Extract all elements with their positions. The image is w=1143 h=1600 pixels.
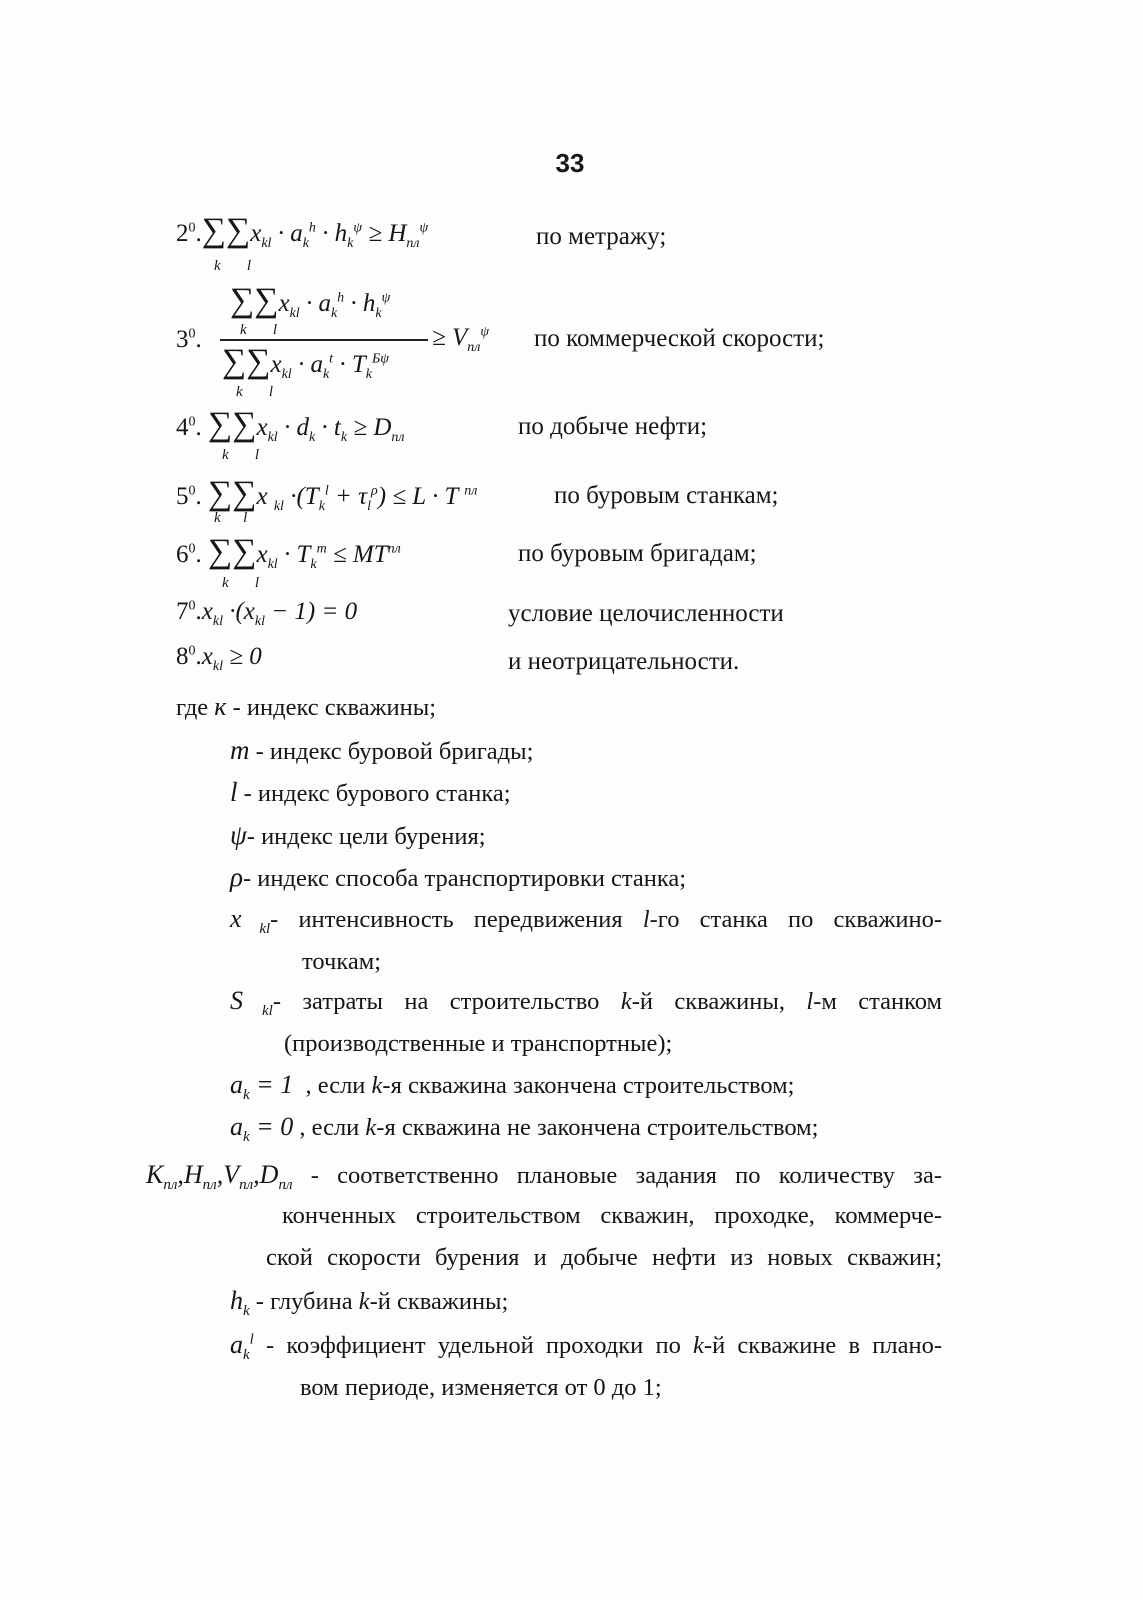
def-s-line2: (производственные и транспортные);: [284, 1030, 673, 1057]
def-plan-line2: конченных строительством скважин, проходке, коммерче-: [282, 1202, 942, 1229]
constraint-label-8: и неотрицательности.: [508, 648, 740, 675]
constraint-label-3: по коммерческой скорости;: [534, 325, 825, 352]
constraint-label-5: по буровым станкам;: [554, 482, 779, 509]
def-l: l - индекс бурового станка;: [230, 777, 511, 807]
def-plan-line1: $K_{пл},H_{пл},V_{пл},D_{пл}$ - соответственно плановые задания по количеству за-: [146, 1160, 942, 1194]
formula-3-fraction-bar: [220, 339, 428, 341]
where-word: где: [176, 694, 209, 721]
def-x-line1: x $_{kl}$- интенсивность передвижения l-го станка по скважино-: [230, 904, 942, 938]
formula-6: $6^0$. $\sum\sum x_{kl} \cdot T_k^m \le MT^{пл}$: [176, 533, 401, 572]
def-al-line1: $a_k^l$ - коэффициент удельной проходки по k-й скважине в плано-: [230, 1330, 943, 1364]
formula-3-numerator: $\sum\sum x_{kl} \cdot a_k^h \cdot h_k^\psi$: [230, 282, 391, 321]
formula-3-rhs: ≥ $V_{пл}^\psi$: [432, 324, 490, 355]
def-m: m - индекс буровой бригады;: [230, 735, 534, 765]
formula-3-denominator: $\sum\sum x_{kl} \cdot a_k^t \cdot T_k^{Б\psi}$: [222, 343, 389, 382]
constraint-label-2: по метражу;: [536, 223, 667, 250]
def-al-line2: вом периоде, изменяется от 0 до 1;: [300, 1374, 662, 1401]
def-rho: ρ- индекс способа транспортировки станка;: [230, 862, 687, 892]
formula-2: $2^0.\sum\sum x_{kl} \cdot a_k^h \cdot h_k^\psi \ge H_{пл}^\psi$: [176, 212, 429, 251]
def-a0: $a_k = 0$ , если k-я скважина не закончена строительством;: [230, 1112, 819, 1146]
page-number: 33: [555, 148, 585, 178]
formula-3-den-limits: k l: [236, 384, 274, 400]
formula-5-limits: k l: [214, 510, 248, 526]
def-x-line2: точкам;: [302, 948, 382, 975]
formula-6-limits: k l: [222, 575, 260, 591]
def-psi: ψ- индекс цели бурения;: [230, 820, 486, 850]
constraint-label-7: условие целочисленности: [508, 600, 784, 627]
def-plan-line3: ской скорости бурения и добыче нефти из новых скважин;: [266, 1244, 942, 1271]
formula-3-num-limits: k l: [240, 322, 278, 338]
formula-5: $5^0$. ∑∑x $_{kl} \cdot(T_k^l + \tau_l^\rho) \le L \cdot T$ $^{пл}$: [176, 475, 478, 514]
formula-4: $4^0$. $\sum\sum x_{kl} \cdot d_k \cdot t_k \ge D_{пл}$: [176, 406, 405, 445]
def-k: где к - индекс скважины;: [176, 692, 437, 721]
constraint-label-6: по буровым бригадам;: [518, 540, 757, 567]
formula-3-prefix: $3^0$.: [176, 326, 202, 353]
formula-7: $7^0.x_{kl} \cdot(x_{kl} - 1) = 0$: [176, 598, 358, 629]
def-h: $h_k$ - глубина k-й скважины;: [230, 1286, 509, 1320]
constraint-label-4: по добыче нефти;: [518, 413, 708, 440]
formula-8: $8^0.x_{kl} \ge 0$: [176, 643, 262, 674]
formula-2-limits: k l: [214, 258, 252, 274]
def-a1: $a_k = 1$ , если k-я скважина закончена строительством;: [230, 1070, 795, 1104]
def-s-line1: S $_{kl}$- затраты на строительство k-й скважины, l-м станком: [230, 986, 943, 1020]
formula-4-limits: k l: [222, 447, 260, 463]
